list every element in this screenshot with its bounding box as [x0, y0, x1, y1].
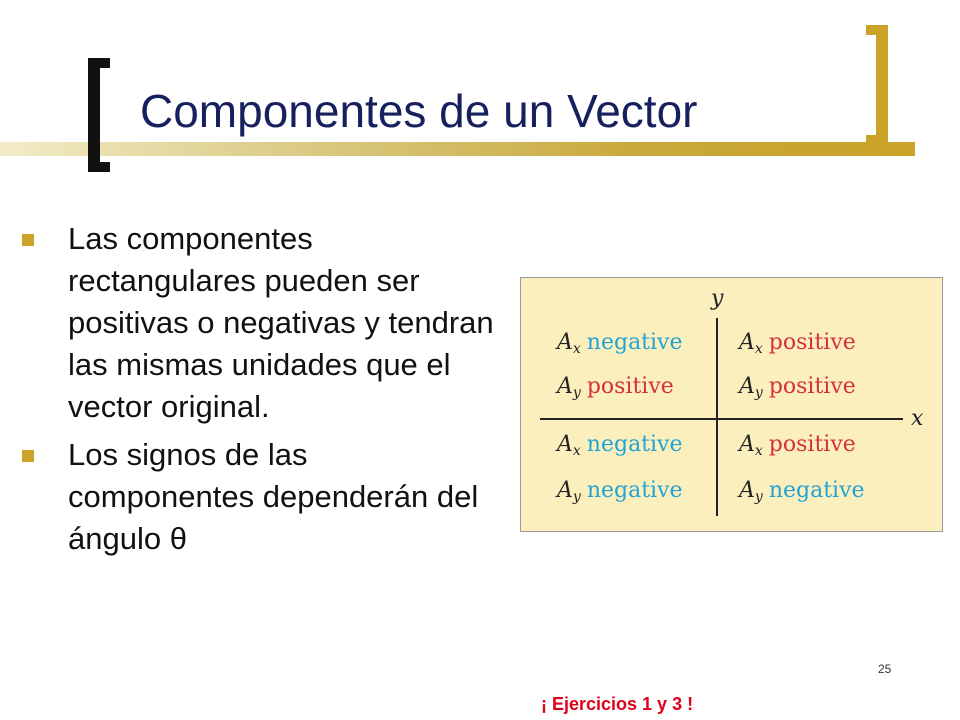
quadrant-tr-ay: $A_y$ positive	[739, 374, 856, 401]
left-bracket-decoration	[88, 58, 110, 172]
quadrant-bl-ax: $A_x$ negative	[557, 432, 683, 459]
page-number: 25	[878, 662, 892, 676]
bullet-square-icon	[22, 450, 34, 462]
y-axis-line	[716, 318, 718, 516]
bullet-list	[22, 218, 502, 566]
x-axis-label: x	[911, 406, 924, 431]
bullet-square-icon	[22, 234, 34, 246]
quadrant-bl-ay: $A_y$ negative	[557, 478, 683, 505]
quadrant-br-ax: $A_x$ positive	[739, 432, 856, 459]
slide-title: Componentes de un Vector	[140, 85, 698, 137]
quadrant-tl-ay: $A_y$ positive	[557, 374, 674, 401]
exercises-link[interactable]: ¡ Ejercicios 1 y 3 !	[541, 694, 694, 714]
quadrant-sign-diagram	[520, 277, 943, 532]
y-axis-label: y	[711, 286, 724, 311]
x-axis-line	[540, 418, 903, 420]
quadrant-tl-ax: $A_x$ negative	[557, 330, 683, 357]
list-item	[22, 434, 502, 560]
quadrant-br-ay: $A_y$ negative	[739, 478, 865, 505]
bullet-text: Las componentes rectangulares pueden ser positivas o negativas y tendran las mismas unidades que el vector original.	[68, 221, 494, 424]
quadrant-tr-ax: $A_x$ positive	[739, 330, 856, 357]
bullet-text: Los signos de las componentes dependerán del ángulo θ	[68, 437, 479, 556]
right-bracket-decoration	[866, 25, 888, 145]
title-underline	[0, 142, 915, 156]
list-item	[22, 218, 502, 428]
